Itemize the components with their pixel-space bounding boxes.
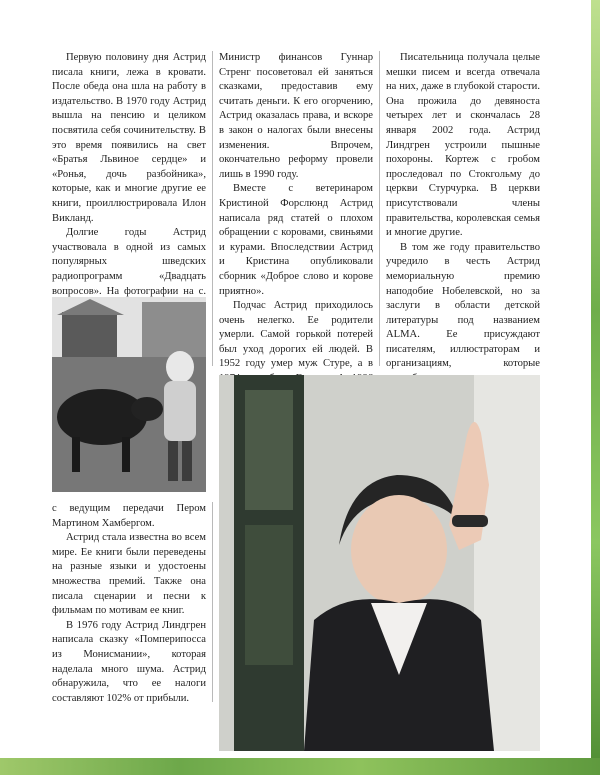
paragraph: В том же году правительство учредило в честь Астрид мемориальную премию наподобие Нобелевской, но за заслуги в области детской литературы под названием ALMA. Ее присуждают писателям, иллюстраторам и организациям, которые — [386, 241, 540, 370]
photo-illustration — [52, 297, 206, 492]
column-divider — [379, 51, 380, 366]
text-column-1 — [52, 51, 206, 328]
paragraph: с ведущим передачи Пером Мартином Хамбергом. — [52, 503, 206, 529]
paragraph: Министр финансов Гуннар Стренг посоветовал ей заняться сказками, предоставив ему считать деньги. К его огорчению, Астрид оказалась права, и вскоре в закон о налогах были внесены изменения. Впрочем, окончательно реформу провели лишь в 1990 году. — [219, 52, 373, 180]
paragraph: Астрид стала известна во всем мире. Ее книги были переведены на разные языки и удостоены множества премий. Также она писала сценарии и песни к фильмам по мотивам ее книг. — [52, 532, 206, 617]
text-column-2 — [219, 51, 373, 416]
text-column-3 — [386, 51, 540, 401]
paragraph: Долгие годы Астрид участвовала в одной из самых популярных шведских радиопрограмм «Двадцать вопросов». На фотографии на с. — [52, 227, 206, 297]
photo-astrid-waving — [219, 375, 540, 751]
paragraph: Подчас Астрид приходилось очень нелегко. Ее родители умерли. Самой горькой потерей был уход дорогих ей людей. В 1952 году умер муж Стуре, а в — [219, 300, 373, 370]
paragraph: Писательница получала целые мешки писем и всегда отвечала на них, даже в глубокой старости. Она прожила до девяноста четырех лет и скончалась 28 января 2002 года. Астрид Линдгрен устроили пышные похороны. Кортеж с гробом проследовал по Стокгольму до церкви Стурчурка. В церкви присутствовали члены правительства, королевская семья и многие другие. — [386, 52, 540, 239]
green-border-right — [591, 0, 600, 775]
paragraph: Вместе с ветеринаром Кристиной Форслюнд Астрид написала ряд статей о плохом обращении с коровами, свиньями и курами. Впоследствии Астрид и Кристина опубликовали сборник «Доброе слово и корове приятно». — [219, 183, 373, 297]
photo-illustration — [219, 375, 540, 751]
paragraph: В 1976 году Астрид Линдгрен написала сказку «Помперипосса из Монисмании», которая наделала много шума. Астрид обнаружила, что ее налоги составляют 102% от прибыли. — [52, 619, 206, 704]
paragraph: Первую половину дня Астрид писала книги, лежа в кровати. После обеда она шла на работу в издательство. В 1970 году Астрид вышла на пенсию и целиком посвятила себя сочинительству. В это время появились на свет «Братья Львиное сердце» и «Ронья, дочь разбойника», которые, как и многие другие ее книги, проиллюстрировала Илон Викланд. — [52, 52, 206, 224]
green-border-bottom — [0, 758, 600, 775]
photo-astrid-feeding-cows — [52, 297, 206, 492]
column-divider — [212, 51, 213, 366]
column-divider — [212, 502, 213, 702]
text-column-1-continued — [52, 502, 206, 706]
